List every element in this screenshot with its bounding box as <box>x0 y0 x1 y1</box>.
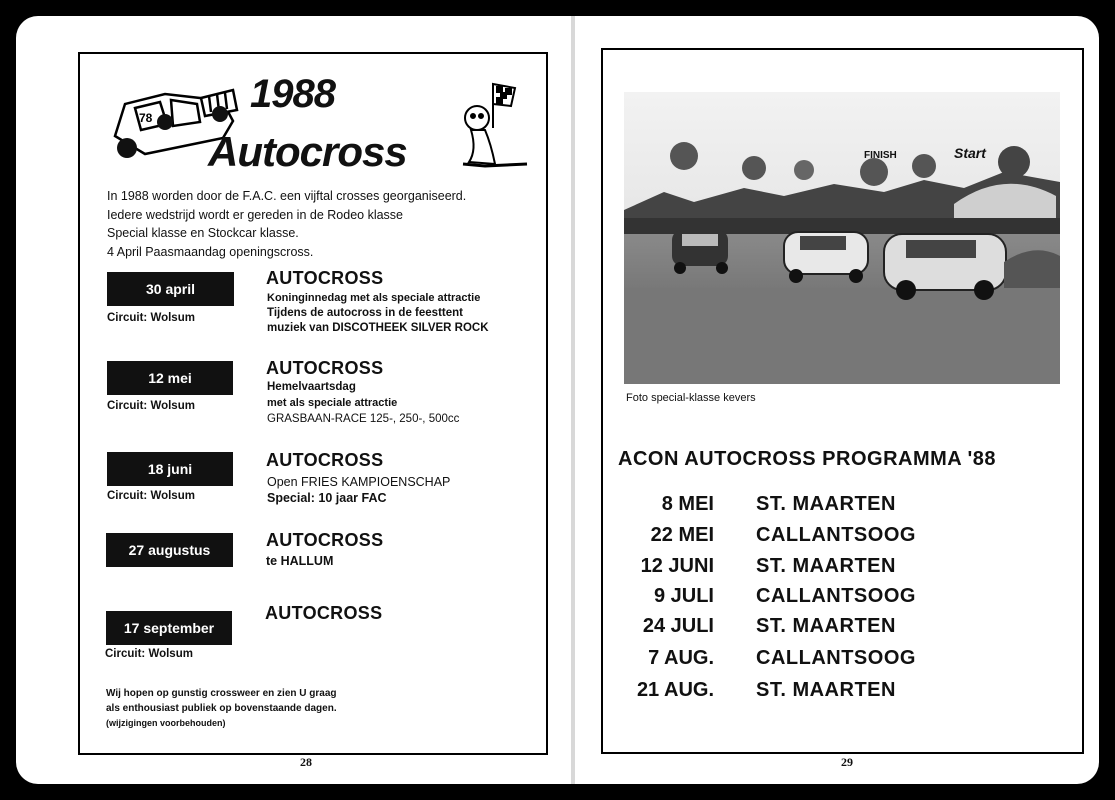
event-detail: met als speciale attractie <box>267 397 398 409</box>
event-circuit: Circuit: Wolsum <box>107 490 195 502</box>
event-detail: Tijdens de autocross in de feesttent <box>267 307 463 319</box>
race-photo <box>624 92 1060 384</box>
event-title: AUTOCROSS <box>266 450 384 470</box>
program-date: 22 MEI <box>650 524 714 546</box>
event-detail: te HALLUM <box>266 554 334 568</box>
program-title: ACON AUTOCROSS PROGRAMMA '88 <box>618 448 997 470</box>
finish-sign: FINISH <box>864 150 897 161</box>
start-sign: Start <box>954 145 986 161</box>
program-date: 21 AUG. <box>636 679 714 701</box>
footer-line: Wij hopen op gunstig crossweer en zien U graag <box>106 688 337 699</box>
program-place: CALLANTSOOG <box>756 647 916 669</box>
event-detail: Special: 10 jaar FAC <box>267 491 387 505</box>
race-photo-drawing <box>624 92 1060 384</box>
program-row <box>610 555 1010 586</box>
event-detail: Koninginnedag met als speciale attractie <box>267 292 481 304</box>
program-row <box>610 524 1010 555</box>
page-number-right: 29 <box>841 755 853 769</box>
event-circuit: Circuit: Wolsum <box>105 648 193 660</box>
program-row <box>610 615 1010 646</box>
event-date-badge: 17 september <box>106 611 232 645</box>
program-place: ST. MAARTEN <box>756 615 896 637</box>
program-place: ST. MAARTEN <box>756 493 896 515</box>
program-date: 12 JUNI <box>640 555 714 577</box>
page-gutter <box>571 16 575 784</box>
flag-mascot-illustration <box>455 78 533 170</box>
program-place: ST. MAARTEN <box>756 555 896 577</box>
program-row <box>610 493 1010 524</box>
program-date: 24 JULI <box>642 615 714 637</box>
event-title: AUTOCROSS <box>266 358 384 378</box>
intro-line: Special klasse en Stockcar klasse. <box>107 226 299 240</box>
footer-note <box>106 686 337 731</box>
event-detail: muziek van DISCOTHEEK SILVER ROCK <box>267 322 489 334</box>
intro-line: 4 April Paasmaandag openingscross. <box>107 244 314 259</box>
program-date: 7 AUG. <box>648 647 714 669</box>
intro-line: In 1988 worden door de F.A.C. een vijftal crosses georganiseerd. <box>107 189 467 203</box>
intro-line: Iedere wedstrijd wordt er gereden in de Rodeo klasse <box>107 207 404 222</box>
program-row <box>610 647 1010 678</box>
car-3 <box>884 234 1006 300</box>
event-detail: Open FRIES KAMPIOENSCHAP <box>267 475 451 489</box>
event-detail: GRASBAAN-RACE 125-, 250-, 500cc <box>267 413 460 425</box>
event-date-badge: 18 juni <box>107 452 233 486</box>
intro-text <box>107 187 537 261</box>
program-row <box>610 585 1010 616</box>
event-circuit: Circuit: Wolsum <box>107 312 195 324</box>
event-date-badge: 27 augustus <box>106 533 233 567</box>
event-date-badge: 12 mei <box>107 361 233 395</box>
page-number-left: 28 <box>300 755 312 769</box>
event-detail: Hemelvaartsdag <box>267 381 356 393</box>
program-place: ST. MAARTEN <box>756 679 896 701</box>
title-year: 1988 <box>250 72 335 116</box>
footer-disclaimer: (wijzigingen voorbehouden) <box>106 718 226 728</box>
event-date-badge: 30 april <box>107 272 234 306</box>
event-title: AUTOCROSS <box>266 268 384 288</box>
event-title: AUTOCROSS <box>266 530 384 550</box>
car-number-label: 78 <box>139 111 153 125</box>
program-place: CALLANTSOOG <box>756 524 916 546</box>
program-date: 8 MEI <box>661 493 714 515</box>
program-place: CALLANTSOOG <box>756 585 916 607</box>
event-circuit: Circuit: Wolsum <box>107 400 195 412</box>
title-main: Autocross <box>208 128 407 175</box>
program-row <box>610 679 1010 710</box>
program-date: 9 JULI <box>653 585 714 607</box>
footer-line: als enthousiast publiek op bovenstaande dagen. <box>106 703 337 714</box>
event-title: AUTOCROSS <box>265 603 383 623</box>
photo-caption: Foto special-klasse kevers <box>626 392 756 404</box>
